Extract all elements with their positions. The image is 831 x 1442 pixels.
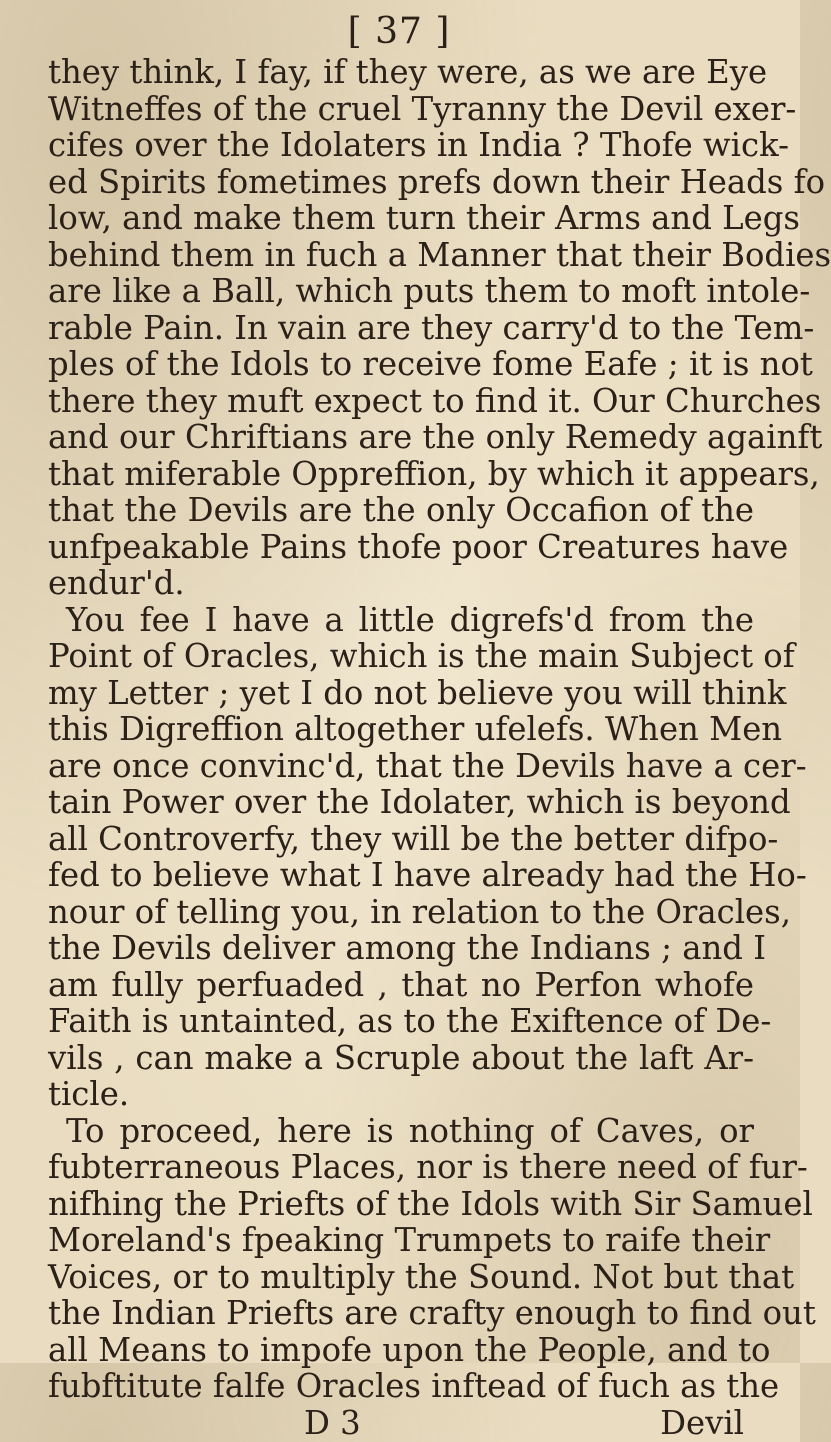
text-line: Point of Oracles, which is the main Subject of [48,637,795,675]
catchword: Devil [660,1403,744,1442]
text-line: Faith is untainted, as to the Exiftence of De- [48,1002,772,1040]
text-line: ticle. [48,1075,130,1113]
text-line: Moreland's fpeaking Trumpets to raife their [48,1221,771,1259]
text-line: ples of the Idols to receive fome Eafe ; it is not [48,345,813,383]
text-line: the Indian Priefts are crafty enough to find out [48,1294,816,1332]
text-line: fubftitute falfe Oracles inftead of fuch as the [48,1367,780,1405]
signature-mark: D 3 [304,1403,361,1442]
text-line: To proceed, here is nothing of Caves, or [66,1111,754,1150]
text-line: rable Pain. In vain are they carry'd to the Tem- [48,308,815,347]
text-line: vils , can make a Scruple about the laft Ar- [48,1038,754,1077]
text-line: that the Devils are the only Occafion of the [48,491,754,529]
text-line: that miferable Oppreffion, by which it appears, [48,454,820,493]
text-line: tain Power over the Idolater, which is beyond [48,783,791,821]
text-line: there they muft expect to find it. Our Churches [48,381,822,420]
body-text [34,53,831,1405]
page-number: [ 37 ] [347,11,451,52]
text-line: are like a Ball, which puts them to moft intole- [48,272,811,310]
text-line: Voices, or to multiply the Sound. Not but that [48,1257,795,1296]
text-line: low, and make them turn their Arms and Legs [48,199,800,237]
text-line: they think, I fay, if they were, as we are Eye [48,53,768,91]
text-line: unfpeakable Pains thofe poor Creatures have [48,527,789,566]
text-line: fed to believe what I have already had the Ho- [48,856,807,894]
page-footer [34,1405,754,1441]
text-line: and our Chriftians are the only Remedy againft [48,418,823,456]
text-line: my Letter ; yet I do not believe you will think [48,673,787,712]
text-line: are once convinc'd, that the Devils have a cer- [48,746,807,785]
text-line: endur'd. [48,564,185,602]
text-line: this Digreffion altogether ufelefs. When Men [48,710,783,748]
text-line: am fully perfuaded , that no Perfon whofe [48,965,754,1004]
text-line: all Controverfy, they will be the better difpo- [48,819,779,858]
text-line: cifes over the Idolaters in India ? Thofe wick- [48,126,789,164]
text-line: You fee I have a little digrefs'd from the [66,600,754,639]
text-line: fubterraneous Places, nor is there need of fur- [48,1148,808,1186]
text-line: ed Spirits fometimes prefs down their Heads fo [48,162,826,201]
text-line: Witneffes of the cruel Tyranny the Devil exer- [48,89,797,128]
text-line: behind them in fuch a Manner that their Bodies [48,235,831,274]
text-line: nifhing the Priefts of the Idols with Sir Samuel [48,1184,813,1223]
text-line: the Devils deliver among the Indians ; and I [48,929,767,967]
text-line: all Means to impofe upon the People, and to [48,1330,771,1369]
text-line: nour of telling you, in relation to the Oracles, [48,892,792,931]
